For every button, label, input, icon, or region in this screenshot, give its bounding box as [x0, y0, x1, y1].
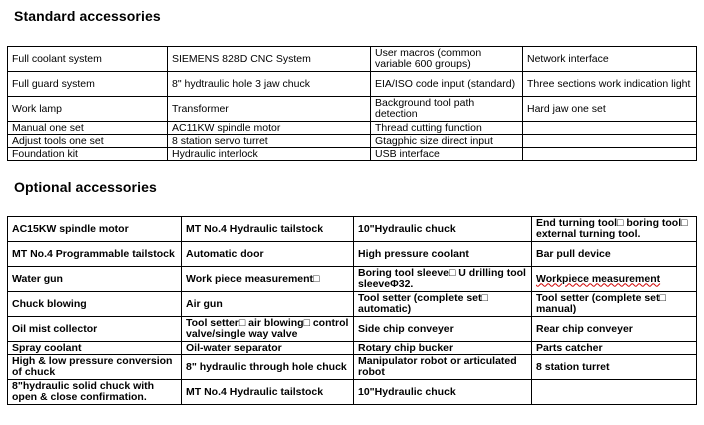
table-cell: AC11KW spindle motor: [168, 122, 371, 135]
table-cell: Tool setter (complete set□ automatic): [354, 292, 532, 317]
table-cell: Manual one set: [8, 122, 168, 135]
table-cell: Background tool path detection: [371, 97, 523, 122]
table-row: [8, 72, 697, 97]
optional-accessories-heading: Optional accessories: [14, 179, 157, 195]
table-row: [8, 47, 697, 72]
standard-accessories-heading: Standard accessories: [14, 8, 161, 24]
table-row: [8, 267, 697, 292]
table-cell: Adjust tools one set: [8, 135, 168, 148]
table-cell: Automatic door: [182, 242, 354, 267]
table-cell: 8 station turret: [532, 355, 697, 380]
standard-accessories-table: [7, 46, 697, 161]
table-cell: Oil mist collector: [8, 317, 182, 342]
table-cell: Work lamp: [8, 97, 168, 122]
table-cell: [532, 380, 697, 405]
table-cell: 8" hydtraulic hole 3 jaw chuck: [168, 72, 371, 97]
table-cell: Manipulator robot or articulated robot: [354, 355, 532, 380]
table-cell: Rear chip conveyer: [532, 317, 697, 342]
table-row: [8, 380, 697, 405]
table-cell: Bar pull device: [532, 242, 697, 267]
table-row: [8, 292, 697, 317]
table-cell: Water gun: [8, 267, 182, 292]
table-row: [8, 97, 697, 122]
table-cell: [523, 122, 697, 135]
table-cell: Spray coolant: [8, 342, 182, 355]
table-cell: MT No.4 Programmable tailstock: [8, 242, 182, 267]
table-cell: [523, 135, 697, 148]
table-cell: 10"Hydraulic chuck: [354, 217, 532, 242]
cell-text: Workpiece measurement: [536, 272, 661, 285]
table-cell: Gtagphic size direct input: [371, 135, 523, 148]
table-cell: Full coolant system: [8, 47, 168, 72]
table-cell: Hard jaw one set: [523, 97, 697, 122]
table-row: [8, 342, 697, 355]
table-cell: Full guard system: [8, 72, 168, 97]
table-cell: Foundation kit: [8, 148, 168, 161]
table-cell: [532, 267, 697, 292]
table-cell: MT No.4 Hydraulic tailstock: [182, 380, 354, 405]
table-row: [8, 122, 697, 135]
table-cell: Three sections work indication light: [523, 72, 697, 97]
table-cell: Transformer: [168, 97, 371, 122]
table-cell: User macros (common variable 600 groups): [371, 47, 523, 72]
table-row: [8, 242, 697, 267]
table-cell: High & low pressure conversion of chuck: [8, 355, 182, 380]
table-cell: AC15KW spindle motor: [8, 217, 182, 242]
table-cell: Oil-water separator: [182, 342, 354, 355]
table-cell: Hydraulic interlock: [168, 148, 371, 161]
table-cell: Tool setter□ air blowing□ control valve/single way valve: [182, 317, 354, 342]
table-cell: End turning tool□ boring tool□ external turning tool.: [532, 217, 697, 242]
optional-accessories-table: [7, 216, 697, 405]
table-cell: 8" hydraulic through hole chuck: [182, 355, 354, 380]
table-row: [8, 317, 697, 342]
table-cell: 10"Hydraulic chuck: [354, 380, 532, 405]
table-cell: Rotary chip bucker: [354, 342, 532, 355]
table-cell: Chuck blowing: [8, 292, 182, 317]
table-cell: Work piece measurement□: [182, 267, 354, 292]
table-row: [8, 148, 697, 161]
table-cell: Air gun: [182, 292, 354, 317]
table-cell: USB interface: [371, 148, 523, 161]
table-cell: 8 station servo turret: [168, 135, 371, 148]
table-cell: Boring tool sleeve□ U drilling tool sleeveΦ32.: [354, 267, 532, 292]
table-cell: High pressure coolant: [354, 242, 532, 267]
table-row: [8, 355, 697, 380]
table-cell: Thread cutting function: [371, 122, 523, 135]
table-cell: Side chip conveyer: [354, 317, 532, 342]
table-cell: [523, 148, 697, 161]
table-row: [8, 135, 697, 148]
table-cell: 8"hydraulic solid chuck with open & close confirmation.: [8, 380, 182, 405]
table-cell: EIA/ISO code input (standard): [371, 72, 523, 97]
table-cell: Tool setter (complete set□ manual): [532, 292, 697, 317]
table-cell: SIEMENS 828D CNC System: [168, 47, 371, 72]
table-cell: MT No.4 Hydraulic tailstock: [182, 217, 354, 242]
table-row: [8, 217, 697, 242]
table-cell: Parts catcher: [532, 342, 697, 355]
table-cell: Network interface: [523, 47, 697, 72]
